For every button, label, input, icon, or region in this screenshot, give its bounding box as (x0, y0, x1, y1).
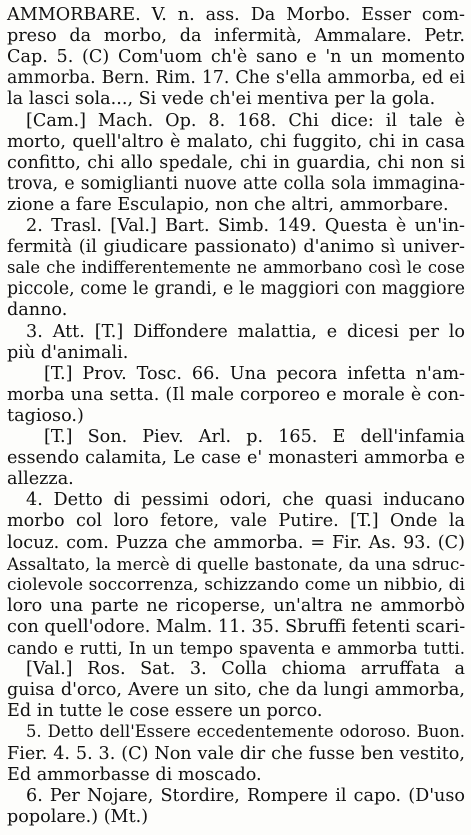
entry-line: cando e rutti, In un tempo spaventa e ammorba tutti. (7, 638, 465, 658)
entry-line: allezza. (7, 469, 74, 490)
entry-line: 6. Per Nojare, Stordire, Rompere il capo. (D'uso (26, 785, 465, 806)
entry-line: 5. Detto dell'Essere eccedentemente odoroso. Buon. (26, 722, 465, 742)
entry-line: Ed in tutte le cose essere un porco. (7, 701, 323, 722)
entry-line: con quell'odore. Malm. 11. 35. Sbruffi fetenti scari- (7, 616, 466, 637)
entry-line: essendo calamita, Le case e' monasteri ammorba e (7, 448, 465, 469)
entry-line: preso da morbo, da infermità, Ammalare. Petr. (7, 26, 465, 47)
entry-line: 2. Trasl. [Val.] Bart. Simb. 149. Questa è un'in- (26, 216, 465, 236)
entry-line: [Cam.] Mach. Op. 8. 168. Chi dice: il tale è (26, 110, 465, 131)
entry-line: [T.] Son. Piev. Arl. p. 165. E dell'infamia (44, 427, 465, 447)
entry-line: danno. (7, 300, 68, 321)
entry-line: Cap. 5. (C) Com'uom ch'è sano e 'n un momento (7, 47, 465, 68)
entry-line: guisa d'orco, Avere un sito, che da lungi ammorba, (7, 680, 465, 701)
entry-line: loro una parte ne ricoperse, un'altra ne ammorbò (7, 595, 465, 616)
entry-line: tagioso.) (7, 405, 84, 426)
entry-line: morba una setta. (Il male corporeo e morale è con- (7, 384, 465, 405)
entry-line: Ed ammorbasse di moscado. (7, 764, 262, 785)
entry-line: [Val.] Ros. Sat. 3. Colla chioma arruffata a (26, 659, 465, 680)
entry-line: la lasci sola..., Si vede ch'ei mentiva per la gola. (7, 89, 436, 110)
entry-line: morbo col loro fetore, vale Putire. [T.] Onde la (7, 511, 465, 532)
entry-line: popolare.) (Mt.) (7, 806, 149, 827)
entry-line: piccole, come le grandi, e le maggiori con maggiore (7, 279, 465, 300)
entry-line: Assaltato, la mercè di quelle bastonate, da una sdruc- (7, 553, 465, 574)
entry-line: morto, quell'altro è malato, chi fuggito, chi in casa (7, 131, 465, 152)
entry-line: ciolevole soccorrenza, schizzando come un nibbio, di (7, 574, 465, 595)
entry-line: AMMORBARE. V. n. ass. Da Morbo. Esser com- (7, 5, 465, 25)
entry-line: 3. Att. [T.] Diffondere malattia, e dicesi per lo (26, 321, 465, 342)
entry-line: trova, e somiglianti nuove atte colla sola immagina- (7, 173, 465, 194)
entry-line: più d'animali. (7, 342, 129, 363)
entry-line: fermità (il giudicare passionato) d'animo sì univer- (7, 237, 465, 258)
entry-line: 4. Detto di pessimi odori, che quasi inducano (26, 490, 465, 511)
entry-line: ammorba. Bern. Rim. 17. Che s'ella ammorba, ed ei (7, 68, 465, 89)
entry-line: sale che indifferentemente ne ammorbano così le cose (7, 258, 465, 278)
entry-line: [T.] Prov. Tosc. 66. Una pecora infetta n'am- (44, 363, 465, 384)
entry-line: confitto, chi allo spedale, chi in guardia, chi non si (7, 152, 465, 173)
entry-line: locuz. com. Puzza che ammorba. = Fir. As. 93. (C) (7, 532, 465, 553)
entry-line: Fier. 4. 5. 3. (C) Non vale dir che fusse ben vestito, (7, 743, 465, 764)
entry-line: zione a fare Esculapio, non che altri, ammorbare. (7, 194, 449, 215)
